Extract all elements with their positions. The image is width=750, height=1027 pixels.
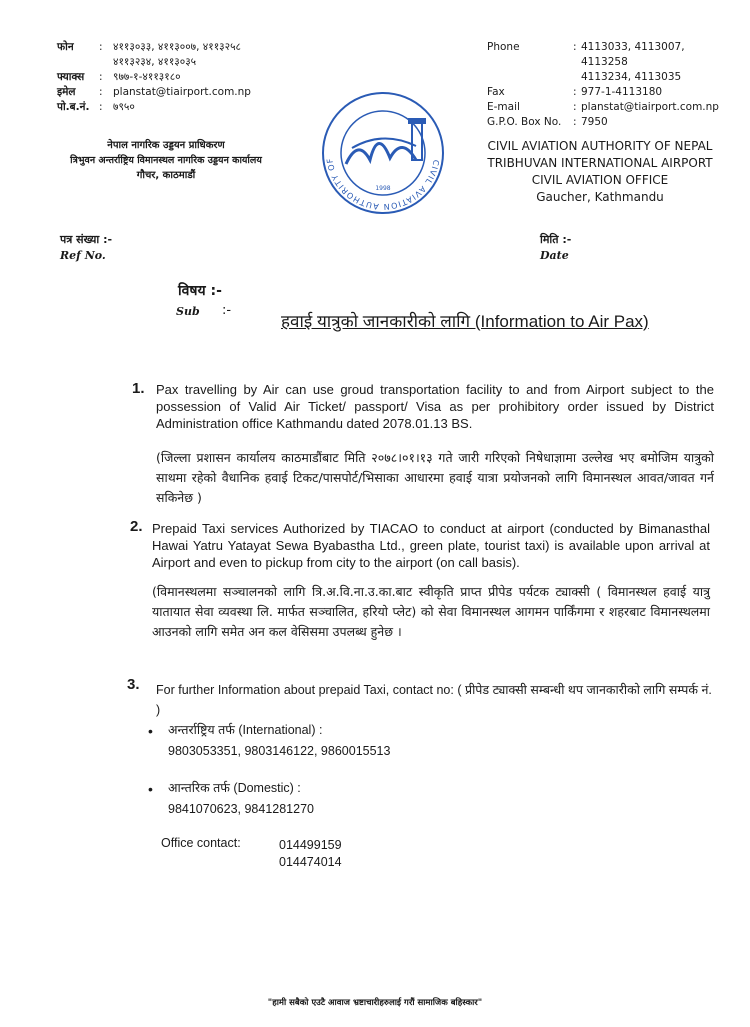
contact-row [487, 85, 727, 100]
item-1-english: Pax travelling by Air can use groud transportation facility to and from Airport subject to the possession of Valid Air Ticket/ passport/ Visa as per prohibitory order issued by District Administration office Kathmandu dated 2078.01.13 BS. [156, 382, 714, 431]
contact-separator: : [573, 101, 577, 113]
item-2-nepali: (विमानस्थलमा सञ्चालनको लागि त्रि.अ.वि.ना.उ.का.बाट स्वीकृति प्राप्त प्रीपेड पर्यटक ट्याक्सी ( विमानस्थल हवाई यात्रु यातायात सेवा व्यवस्था लि. मार्फत सञ्चालित, हरियो प्लेट) को सेवा विमानस्थल आगमन पार्किंगमा र शहरबाट विमानस्थलमा आउनको लागि समेत अन कल वेसिसमा उपलब्ध हुनेछ । [152, 584, 710, 639]
ref-label-en: Ref No. [60, 249, 106, 262]
contact-row [57, 55, 251, 70]
org-name-english [470, 138, 730, 206]
ref-label-np: पत्र संख्या :- [60, 233, 113, 246]
subject-colon: :- [222, 303, 232, 318]
contact-row [487, 100, 727, 115]
svg-text:1998: 1998 [375, 185, 391, 192]
contact-separator: : [573, 116, 577, 128]
header-nepali [57, 40, 297, 115]
contact-row [57, 85, 251, 100]
date-label-np: मिति :- [540, 233, 572, 246]
contact-value: planstat@tiairport.com.np [581, 101, 719, 113]
item-1-nepali: (जिल्ला प्रशासन कार्यालय काठमाडौंबाट मिति २०७८।०१।१३ गते जारी गरिएको निषेधाज्ञामा उल्लेख भए बमोजिम यात्रुको साथमा रहेको वैधानिक हवाई टिकट/पासपोर्ट/भिसाका आधारमा हवाई यात्रा प्रयोजनको लागि विमानस्थल आवत/जावत गर्न सकिनेछ ) [156, 450, 714, 505]
org-line: TRIBHUVAN INTERNATIONAL AIRPORT [487, 156, 713, 170]
contact-row [57, 40, 251, 55]
contact-value: 977-1-4113180 [581, 86, 663, 98]
contact-label: Phone [487, 41, 520, 53]
contact-value: ९७७-१-४११३१८० [113, 71, 181, 83]
org-line: गौचर, काठमाडौं [136, 170, 196, 181]
office-contact-label: Office contact: [161, 836, 241, 850]
office-number-1: 014499159 [279, 838, 342, 852]
item-3-text: For further Information about prepaid Taxi, contact no: ( प्रीपेड ट्याक्सी सम्बन्धी थप जानकारीको लागि सम्पर्क नं. ) [156, 683, 712, 717]
org-line: Gaucher, Kathmandu [536, 190, 664, 204]
org-line: नेपाल नागरिक उड्डयन प्राधिकरण [107, 140, 225, 151]
contact-value: 4113033, 4113007, 4113258 [581, 41, 685, 68]
subject-text: हवाई यात्रुको जानकारीको लागि (Information to Air Pax) [281, 312, 649, 331]
contact-separator: : [573, 86, 577, 98]
contact-label: इमेल [57, 86, 76, 98]
caan-seal-logo [318, 88, 448, 218]
contact-separator: : [99, 71, 103, 83]
contact-row [57, 100, 251, 115]
item-2-english: Prepaid Taxi services Authorized by TIACAO to conduct at airport (conducted by Bimanasthal Hawai Yatru Yatayat Sewa Byabastha Ltd., green plate, tourist taxi) is available upon arrival at Airport and even to pickup from city to the airport (on call basis). [152, 521, 710, 570]
contact-separator [573, 70, 581, 85]
contact-separator [99, 55, 113, 70]
contact-label [487, 70, 573, 85]
contact-label: फ्याक्स [57, 71, 85, 83]
bullet-icon: • [148, 781, 153, 797]
domestic-label: आन्तरिक तर्फ (Domestic) : [168, 781, 301, 795]
contact-value: ४११३०३३, ४११३००७, ४११३२५८ [113, 41, 242, 53]
item-number: 3. [127, 676, 140, 693]
svg-text:CIVIL AVIATION AUTHORITY OF NE: CIVIL AVIATION AUTHORITY OF [325, 156, 441, 212]
contact-label [57, 55, 99, 70]
subject-label-np: विषय :- [178, 283, 222, 299]
contact-value: 4113234, 4113035 [581, 71, 682, 83]
contact-value: planstat@tiairport.com.np [113, 86, 251, 98]
contact-value: 7950 [581, 116, 608, 128]
contact-row [487, 115, 727, 130]
contact-value: ४११३२३४, ४११३०३५ [113, 56, 197, 68]
contact-row [57, 70, 251, 85]
contact-separator: : [573, 41, 577, 53]
contact-label: फोन [57, 41, 74, 53]
header-english [487, 40, 727, 130]
contact-label: E-mail [487, 101, 520, 113]
contact-row [487, 40, 727, 70]
org-line: CIVIL AVIATION OFFICE [531, 173, 669, 187]
item-number: 2. [130, 518, 143, 535]
org-line: त्रिभुवन अन्तर्राष्ट्रिय विमानस्थल नागरिक उड्डयन कार्यालय [70, 155, 262, 166]
domestic-numbers: 9841070623, 9841281270 [168, 802, 314, 816]
bullet-icon: • [148, 723, 153, 739]
item-number: 1. [132, 380, 145, 397]
contact-table-np [57, 40, 251, 115]
subject-label-en: Sub [176, 305, 200, 318]
contact-separator: : [99, 101, 103, 113]
contact-label: पो.ब.नं. [57, 101, 90, 113]
intl-numbers: 9803053351, 9803146122, 9860015513 [168, 744, 391, 758]
contact-separator: : [99, 86, 103, 98]
date-label-en: Date [540, 249, 569, 262]
contact-label: G.P.O. Box No. [487, 116, 562, 128]
contact-value: ७९५० [113, 101, 135, 113]
intl-label: अन्तर्राष्ट्रिय तर्फ (International) : [168, 723, 323, 737]
contact-label: Fax [487, 86, 505, 98]
contact-table-en [487, 40, 727, 130]
org-line: CIVIL AVIATION AUTHORITY OF NEPAL [487, 139, 713, 153]
office-number-2: 014474014 [279, 855, 342, 869]
footer-slogan: "हामी सबैको एउटै आवाज भ्रष्टाचारीहरुलाई गरौं सामाजिक बहिस्कार" [267, 998, 483, 1008]
contact-separator: : [99, 41, 103, 53]
contact-row [487, 70, 727, 85]
org-name-nepali [36, 138, 296, 183]
